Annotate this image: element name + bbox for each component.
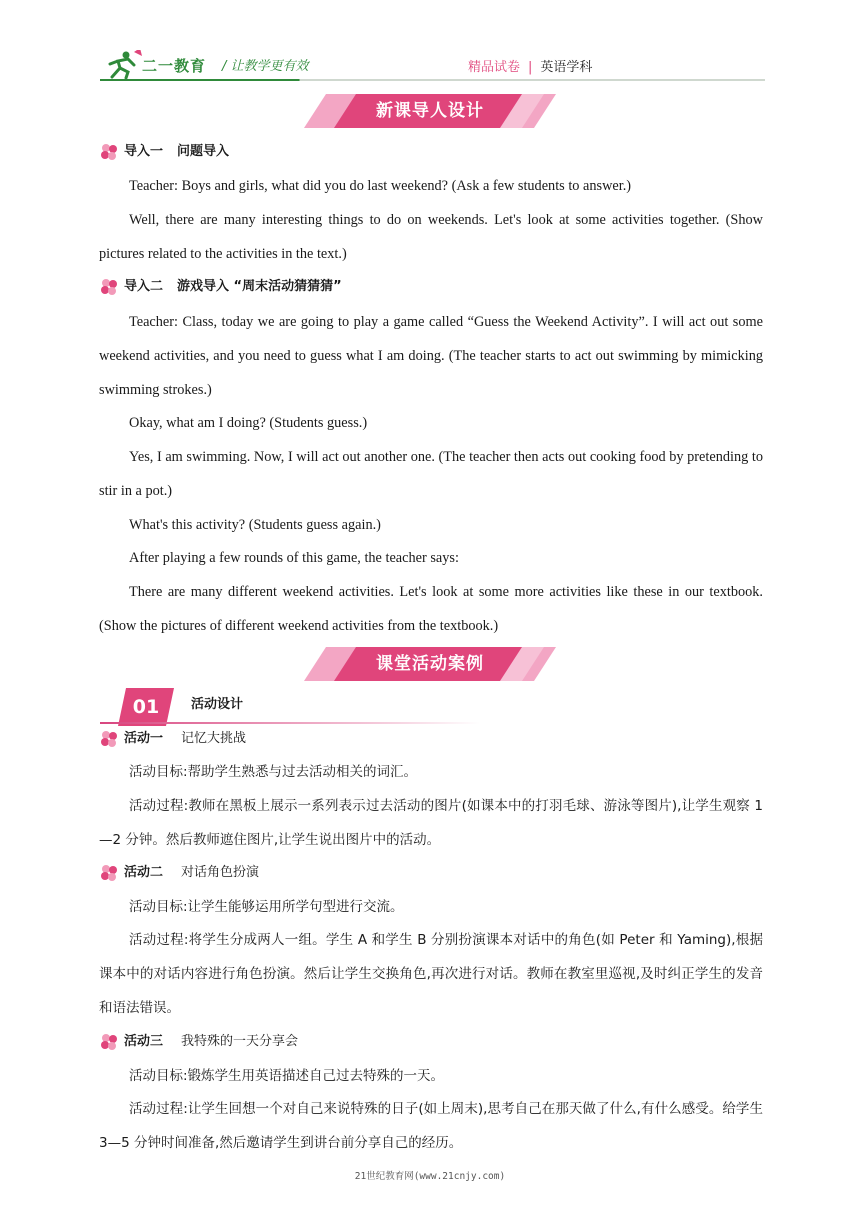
paragraph: 活动目标:帮助学生熟悉与过去活动相关的词汇。 [129, 764, 418, 780]
paragraph: 活动过程:将学生分成两人一组。学生 A 和学生 B 分别扮演课本对话中的角色(如 Peter 和 Yaming),根据课本中的对话内容进行角色扮演。然后让学生交换角色,再次进行对话。教师在教室里巡视,及时纠正学生的发音和语法错误。 [99, 932, 763, 1016]
paragraph: Teacher: Boys and girls, what did you do last weekend? (Ask a few students to answer.) [129, 178, 632, 194]
flower-icon [100, 143, 118, 161]
flower-icon [100, 864, 118, 882]
section-number: 01 [132, 696, 160, 718]
header-divider [100, 79, 765, 81]
section-banner-intro [304, 94, 556, 128]
activity-three-title: 我特殊的一天分享会 [181, 1034, 299, 1049]
section-title: 活动设计 [191, 697, 244, 712]
numbered-section-heading [100, 688, 500, 726]
flower-icon [100, 730, 118, 748]
banner-title: 课堂活动案例 [376, 654, 484, 674]
activity-three-label: 活动三 [124, 1034, 164, 1049]
paragraph: Well, there are many interesting things to do on weekends. Let's look at some activities together. (Show pictures related to the activities in the text.) [99, 212, 763, 262]
slogan: / 让教学更有效 [222, 59, 309, 74]
activity-two-label: 活动二 [124, 865, 164, 880]
paragraph: After playing a few rounds of this game, the teacher says: [129, 550, 459, 566]
intro-one-label: 导入一 [124, 144, 164, 159]
intro-two-title: 游戏导入 “周末活动猜猜猜” [177, 279, 342, 294]
intro-one-title: 问题导入 [177, 144, 230, 159]
section-banner-activities [304, 647, 556, 681]
paragraph: 活动目标:锻炼学生用英语描述自己过去特殊的一天。 [129, 1068, 445, 1084]
activity-one-label: 活动一 [124, 731, 164, 746]
header-subject-name: 英语学科 [540, 60, 593, 75]
flower-icon [100, 278, 118, 296]
paragraph: Teacher: Class, today we are going to play a game called “Guess the Weekend Activity”. I will act out some weekend activities, and you need to guess what I am doing. (The teacher starts to act out swimming by mimicking swimming strokes.) [99, 314, 763, 398]
logo-text: 二一教育 [142, 57, 207, 75]
paragraph: 活动过程:教师在黑板上展示一系列表示过去活动的图片(如课本中的打羽毛球、游泳等图片),让学生观察 1—2 分钟。然后教师遮住图片,让学生说出图片中的活动。 [99, 798, 763, 848]
paragraph: Okay, what am I doing? (Students guess.) [129, 415, 368, 431]
section-underline [100, 722, 480, 724]
paragraph: 活动目标:让学生能够运用所学句型进行交流。 [129, 899, 404, 915]
paragraph: Yes, I am swimming. Now, I will act out another one. (The teacher then acts out cooking food by pretending to stir in a pot.) [99, 449, 763, 499]
paragraph: There are many different weekend activities. Let's look at some more activities like these in our textbook. (Show the pictures of different weekend activities from the textbook.) [99, 584, 763, 634]
flower-icon [100, 1033, 118, 1051]
header-subject [468, 56, 592, 75]
paragraph: 活动过程:让学生回想一个对自己来说特殊的日子(如上周末),思考自己在那天做了什么,有什么感受。给学生 3—5 分钟时间准备,然后邀请学生到讲台前分享自己的经历。 [99, 1101, 763, 1151]
paragraph: What's this activity? (Students guess again.) [129, 517, 381, 533]
activity-one-title: 记忆大挑战 [181, 731, 247, 746]
header-separator: | [528, 60, 533, 75]
page-footer: 21世纪教育网(www.21cnjy.com) [354, 1171, 506, 1182]
activity-two-title: 对话角色扮演 [181, 865, 260, 880]
page-header [0, 0, 860, 84]
intro-two-label: 导入二 [124, 279, 164, 294]
header-tag: 精品试卷 [468, 60, 521, 75]
banner-title: 新课导人设计 [376, 101, 484, 121]
